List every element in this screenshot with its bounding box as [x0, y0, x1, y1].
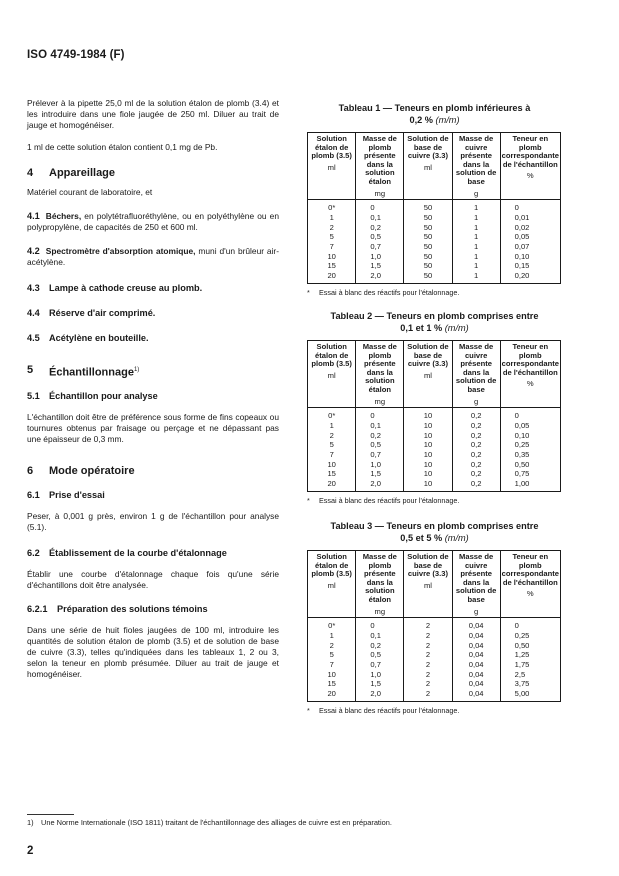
- col-header: Solution étalon de plomb (3.5) ml: [308, 341, 356, 408]
- section-6-1-text: Peser, à 0,001 g près, environ 1 g de l'échantillon pour analyse (5.1).: [27, 510, 279, 532]
- section-4-heading: 4 Appareillage: [27, 167, 116, 179]
- table-row: 5 0,5 2 0,04 1,25: [308, 650, 561, 660]
- table-row: 0* 0 50 1 0: [308, 200, 561, 213]
- table-row: 0* 0 10 0,2 0: [308, 408, 561, 421]
- table-3-block: [307, 520, 562, 715]
- table-row: 7 0,7 50 1 0,07: [308, 242, 561, 252]
- table-row: 1 0,1 2 0,04 0,25: [308, 631, 561, 641]
- item-4-4: 4.4 Réserve d'air comprimé.: [27, 308, 156, 318]
- table-row: 15 1,5 50 1 0,15: [308, 261, 561, 271]
- col-header: Masse de plomb présente dans la solution étalon mg: [356, 133, 404, 200]
- table-row: 2 0,2 10 0,2 0,10: [308, 431, 561, 441]
- table-1-caption: Tableau 1 — Teneurs en plomb inférieures à 0,2 % (m/m): [338, 103, 531, 125]
- col-header: Solution de base de cuivre (3.3) ml: [404, 133, 452, 200]
- col-header: Teneur en plomb correspondante de l'échantillon %: [500, 551, 560, 618]
- table-row: 20 2,0 10 0,2 1,00: [308, 479, 561, 491]
- document-header: ISO 4749-1984 (F): [27, 49, 125, 61]
- footnote-divider: [27, 814, 74, 815]
- item-4-3: 4.3 Lampe à cathode creuse au plomb.: [27, 283, 203, 293]
- col-header: Solution de base de cuivre (3.3) ml: [404, 551, 452, 618]
- section-4-lead: Matériel courant de laboratoire, et: [27, 187, 153, 197]
- col-header: Masse de cuivre présente dans la solution de base g: [452, 341, 500, 408]
- table-row: 20 2,0 50 1 0,20: [308, 271, 561, 283]
- section-6-2-1-text: Dans une série de huit fioles jaugées de 100 ml, introduire les quantités de solution étalon de plomb (3.5) et de solution de base de cuivre (3.3), telles qu'indiquées dans les tableaux 1, 2 ou 3, selon la teneur en plomb présumée. Diluer au trait de jauge et homogénéiser.: [27, 624, 279, 679]
- table-3: [307, 550, 561, 702]
- left-column: [27, 98, 279, 680]
- table-row: 5 0,5 50 1 0,05: [308, 232, 561, 242]
- col-header: Masse de plomb présente dans la solution étalon mg: [356, 551, 404, 618]
- table-row: 7 0,7 2 0,04 1,75: [308, 660, 561, 670]
- table-row: 7 0,7 10 0,2 0,35: [308, 450, 561, 460]
- intro-note: 1 ml de cette solution étalon contient 0,1 mg de Pb.: [27, 142, 218, 152]
- table-2-caption: Tableau 2 — Teneurs en plomb comprises entre 0,1 et 1 % (m/m): [330, 311, 539, 333]
- section-6-heading: 6 Mode opératoire: [27, 464, 135, 477]
- table-2-footnote: * Essai à blanc des réactifs pour l'étalonnage.: [307, 495, 460, 505]
- section-6-2-1-heading: 6.2.1 Préparation des solutions témoins: [27, 603, 208, 614]
- item-4-1: 4.1 Béchers, en polytétrafluoréthylène, ou en polyéthylène ou en polypropylène, de capacités de 250 et 600 ml.: [27, 211, 279, 232]
- col-header: Teneur en plomb correspondante de l'échantillon %: [500, 133, 560, 200]
- section-6-2-text: Établir une courbe d'étalonnage chaque fois qu'une série d'échantillons doit être analysée.: [27, 568, 279, 590]
- page-number: 2: [27, 845, 34, 857]
- section-5-heading: 5 Échantillonnage$^{1)}$: [27, 364, 140, 379]
- table-2: [307, 340, 561, 492]
- table-row: 10 1,0 50 1 0,10: [308, 252, 561, 262]
- table-row: 2 0,2 50 1 0,02: [308, 223, 561, 233]
- table-1-footnote: * Essai à blanc des réactifs pour l'étalonnage.: [307, 287, 460, 297]
- col-header: Masse de cuivre présente dans la solution de base g: [452, 551, 500, 618]
- table-2-block: [307, 310, 562, 505]
- table-row: 10 1,0 10 0,2 0,50: [308, 460, 561, 470]
- col-header: Solution de base de cuivre (3.3) ml: [404, 341, 452, 408]
- table-3-footnote: * Essai à blanc des réactifs pour l'étalonnage.: [307, 705, 460, 715]
- section-6-2-heading: 6.2 Établissement de la courbe d'étalonnage: [27, 547, 227, 558]
- table-row: 20 2,0 2 0,04 5,00: [308, 689, 561, 701]
- item-4-5: 4.5 Acétylène en bouteille.: [27, 333, 149, 343]
- table-row: 1 0,1 50 1 0,01: [308, 213, 561, 223]
- table-row: 15 1,5 2 0,04 3,75: [308, 679, 561, 689]
- table-row: 5 0,5 10 0,2 0,25: [308, 440, 561, 450]
- section-5-1-text: L'échantillon doit être de préférence sous forme de fins copeaux ou tournures obtenus par fraisage ou perçage et ne dépassant pas une épaisseur de 0,3 mm.: [27, 411, 279, 444]
- table-1-block: [307, 102, 562, 297]
- table-row: 15 1,5 10 0,2 0,75: [308, 469, 561, 479]
- footnote-ref: 1): [133, 367, 140, 373]
- table-row: 1 0,1 10 0,2 0,05: [308, 421, 561, 431]
- col-header: Solution étalon de plomb (3.5) ml: [308, 133, 356, 200]
- intro-paragraph: Prélever à la pipette 25,0 ml de la solution étalon de plomb (3.4) et les introduire dans une fiole jaugée de 250 ml. Diluer au trait de jauge et homogénéiser.: [27, 98, 279, 130]
- table-row: 0* 0 2 0,04 0: [308, 618, 561, 631]
- table-row: 2 0,2 2 0,04 0,50: [308, 641, 561, 651]
- table-1: [307, 132, 561, 284]
- section-5-1-heading: 5.1 Échantillon pour analyse: [27, 390, 158, 401]
- page-footnote: 1) Une Norme Internationale (ISO 1811) traitant de l'échantillonnage des alliages de cuivre est en préparation.: [27, 818, 392, 827]
- item-4-2: 4.2 Spectromètre d'absorption atomique, muni d'un brûleur air-acétylène.: [27, 246, 280, 267]
- col-header: Solution étalon de plomb (3.5) ml: [308, 551, 356, 618]
- col-header: Masse de plomb présente dans la solution étalon mg: [356, 341, 404, 408]
- col-header: Masse de cuivre présente dans la solution de base g: [452, 133, 500, 200]
- section-6-1-heading: 6.1 Prise d'essai: [27, 489, 105, 500]
- col-header: Teneur en plomb correspondante de l'échantillon %: [500, 341, 560, 408]
- table-3-caption: Tableau 3 — Teneurs en plomb comprises entre 0,5 et 5 % (m/m): [330, 521, 539, 543]
- table-row: 10 1,0 2 0,04 2,5: [308, 670, 561, 680]
